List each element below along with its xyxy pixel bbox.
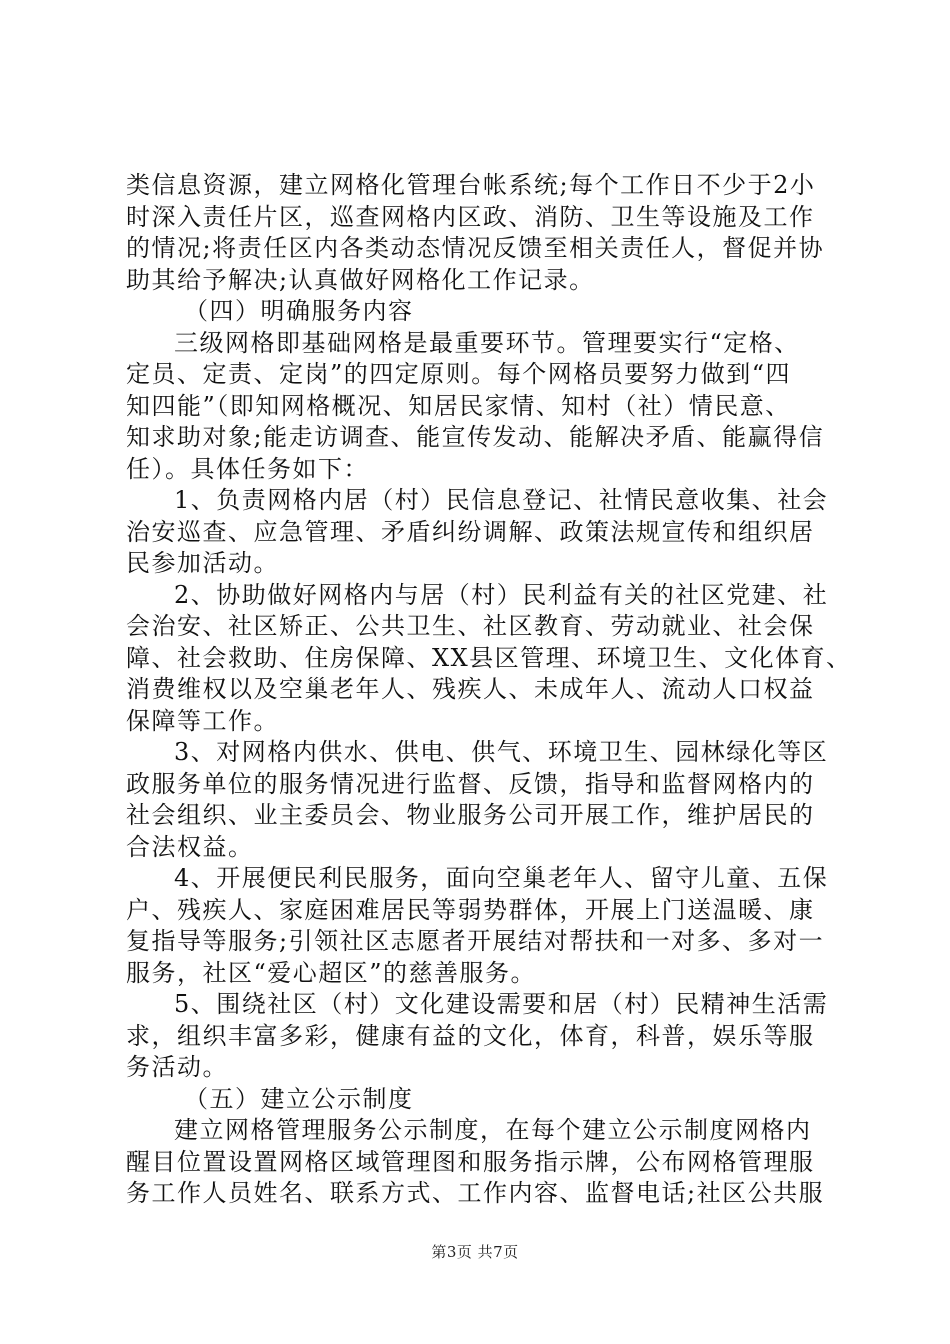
text-line: 任）。具体任务如下： bbox=[126, 454, 369, 483]
text-line: 合法权益。 bbox=[126, 832, 254, 861]
text-line: 5、围绕社区（村）文化建设需要和居（村）民精神生活需 bbox=[174, 990, 829, 1018]
text-line: 定员、定责、定岗”的四定原则。每个网格员要努力做到“四 bbox=[126, 360, 792, 388]
text-line: 服务，社区“爱心超区”的慈善服务。 bbox=[126, 958, 537, 987]
text-line: 复指导等服务;引领社区志愿者开展结对帮扶和一对多、多对一 bbox=[126, 927, 825, 955]
text-line: 类信息资源，建立网格化管理台帐系统;每个工作日不少于2小 bbox=[126, 171, 816, 199]
text-line: 治安巡查、应急管理、矛盾纠纷调解、政策法规宣传和组织居 bbox=[126, 517, 815, 546]
page-number-footer: 第3页 共7页 bbox=[431, 1243, 519, 1261]
text-line: 1、负责网格内居（村）民信息登记、社情民意收集、社会 bbox=[174, 486, 829, 514]
text-line: 三级网格即基础网格是最重要环节。管理要实行“定格、 bbox=[174, 328, 800, 357]
text-line: 务活动。 bbox=[126, 1053, 228, 1081]
text-line: 政服务单位的服务情况进行监督、反馈，指导和监督网格内的 bbox=[126, 769, 815, 798]
text-line: 知求助对象;能走访调查、能宣传发动、能解决矛盾、能赢得信 bbox=[126, 423, 825, 451]
text-line: 4、开展便民利民服务，面向空巢老年人、留守儿童、五保 bbox=[174, 864, 829, 892]
text-line: 醒目位置设置网格区域管理图和服务指示牌，公布网格管理服 bbox=[126, 1147, 815, 1176]
section-heading: （四）明确服务内容 bbox=[184, 297, 414, 325]
text-line: 务工作人员姓名、联系方式、工作内容、监督电话;社区公共服 bbox=[126, 1179, 825, 1207]
text-line: 民参加活动。 bbox=[126, 549, 279, 577]
text-line: 障、社会救助、住房保障、XX县区管理、环境卫生、文化体育、 bbox=[126, 643, 852, 672]
text-line: 时深入责任片区，巡查网格内区政、消防、卫生等设施及工作 bbox=[126, 202, 815, 231]
text-line: 会治安、社区矫正、公共卫生、社区教育、劳动就业、社会保 bbox=[126, 612, 815, 640]
text-line: 知四能”（即知网格概况、知居民家情、知村（社）情民意、 bbox=[126, 391, 791, 420]
body-text bbox=[126, 170, 852, 1210]
text-line: 建立网格管理服务公示制度，在每个建立公示制度网格内 bbox=[174, 1116, 812, 1144]
text-line: 保障等工作。 bbox=[126, 706, 279, 735]
text-line: 户、残疾人、家庭困难居民等弱势群体，开展上门送温暖、康 bbox=[126, 895, 815, 924]
text-line: 3、对网格内供水、供电、供气、环境卫生、园林绿化等区 bbox=[174, 738, 829, 766]
text-line: 助其给予解决;认真做好网格化工作记录。 bbox=[126, 265, 595, 294]
text-line: 的情况;将责任区内各类动态情况反馈至相关责任人，督促并协 bbox=[126, 234, 825, 262]
text-line: 社会组织、业主委员会、物业服务公司开展工作，维护居民的 bbox=[126, 801, 815, 829]
text-line: 求，组织丰富多彩，健康有益的文化，体育，科普，娱乐等服 bbox=[126, 1021, 815, 1050]
section-heading: （五）建立公示制度 bbox=[184, 1084, 414, 1113]
text-line: 消费维权以及空巢老年人、残疾人、未成年人、流动人口权益 bbox=[126, 675, 815, 703]
text-line: 2、协助做好网格内与居（村）民利益有关的社区党建、社 bbox=[174, 580, 829, 609]
